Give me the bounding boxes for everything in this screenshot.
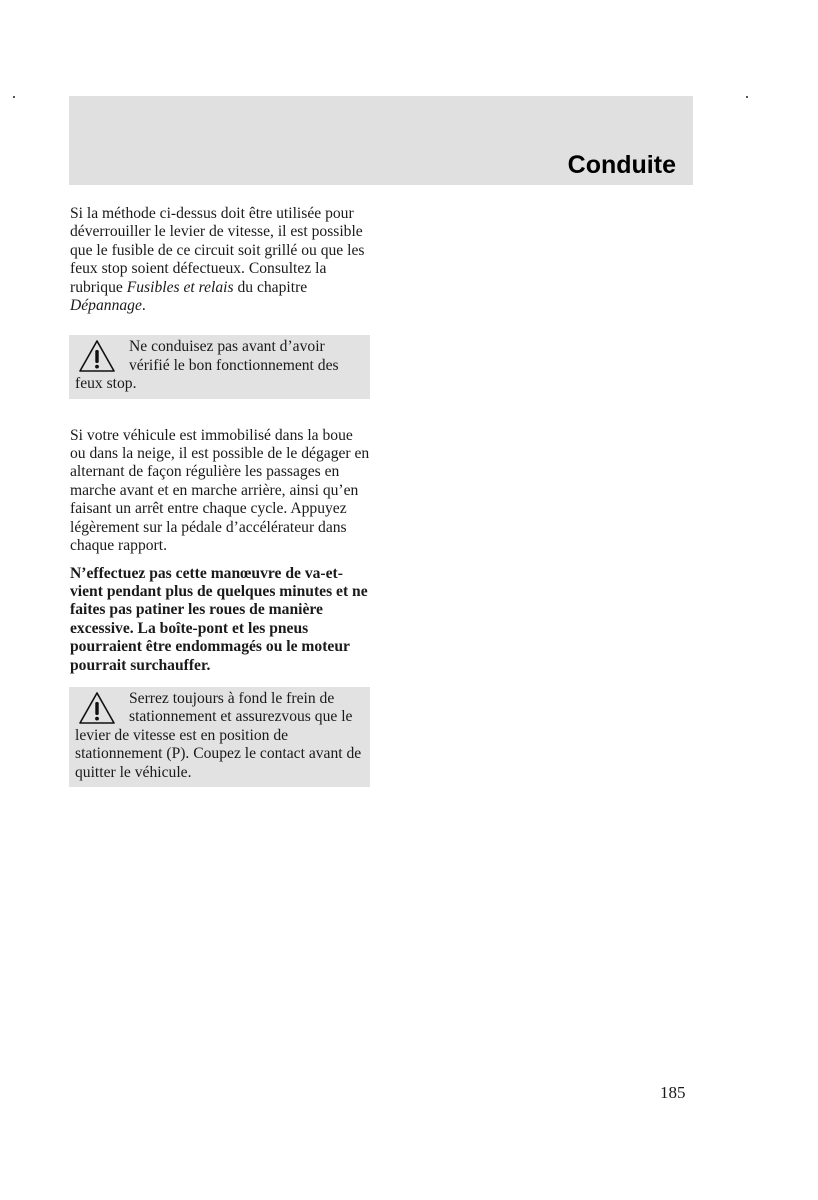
warning-box-brake-lights — [69, 335, 370, 398]
para1-text-c: . — [141, 297, 146, 315]
section-header — [69, 96, 693, 185]
main-column — [70, 205, 370, 787]
para1-text-b: du chapitre — [233, 278, 308, 296]
para1-italic-chapter: Dépannage — [70, 297, 142, 315]
warning-text: Ne conduisez pas avant d’avoir vérifié le bon fonctionnement des feux stop. — [75, 338, 339, 393]
page-number: 185 — [660, 1083, 686, 1102]
section-title: Conduite — [567, 151, 676, 179]
warning-triangle-icon — [77, 338, 117, 374]
crop-mark-left — [13, 96, 15, 98]
paragraph-caution-bold: N’effectuez pas cette manœuvre de va-et-vient pendant plus de quelques minutes et ne faites pas patiner les roues de manière excessive. La boîte-pont et les pneus pourraient être endommagés ou le moteur pourrait surchauffer. — [70, 564, 368, 674]
para1-text-a: Si la méthode ci-dessus doit être utilisée pour déverrouiller le levier de vitesse, il est possible que le fusible de ce circuit soit grillé ou que les feux stop soient défectueux. Consultez la rubrique — [70, 205, 365, 296]
crop-mark-right — [746, 96, 748, 98]
warning-box-parking — [69, 687, 370, 787]
paragraph-stuck-vehicle: Si votre véhicule est immobilisé dans la boue ou dans la neige, il est possible de le dégager en alternant de façon régulière les passages en marche avant et en marche arrière, ainsi qu’en faisant un arrêt entre chaque cycle. Appuyez légèrement sur la pédale d’accélérateur dans chaque rapport. — [70, 426, 370, 555]
paragraph-fuse-info — [70, 205, 370, 315]
spacer — [70, 399, 370, 427]
warning-text: Serrez toujours à fond le frein de stationnement et assurezvous que le levier de vitesse est en position de stationnement (P). Coupez le contact avant de quitter le véhicule. — [75, 689, 362, 781]
warning-triangle-icon — [77, 690, 117, 726]
para1-italic-fuses: Fusibles et relais — [126, 278, 234, 296]
